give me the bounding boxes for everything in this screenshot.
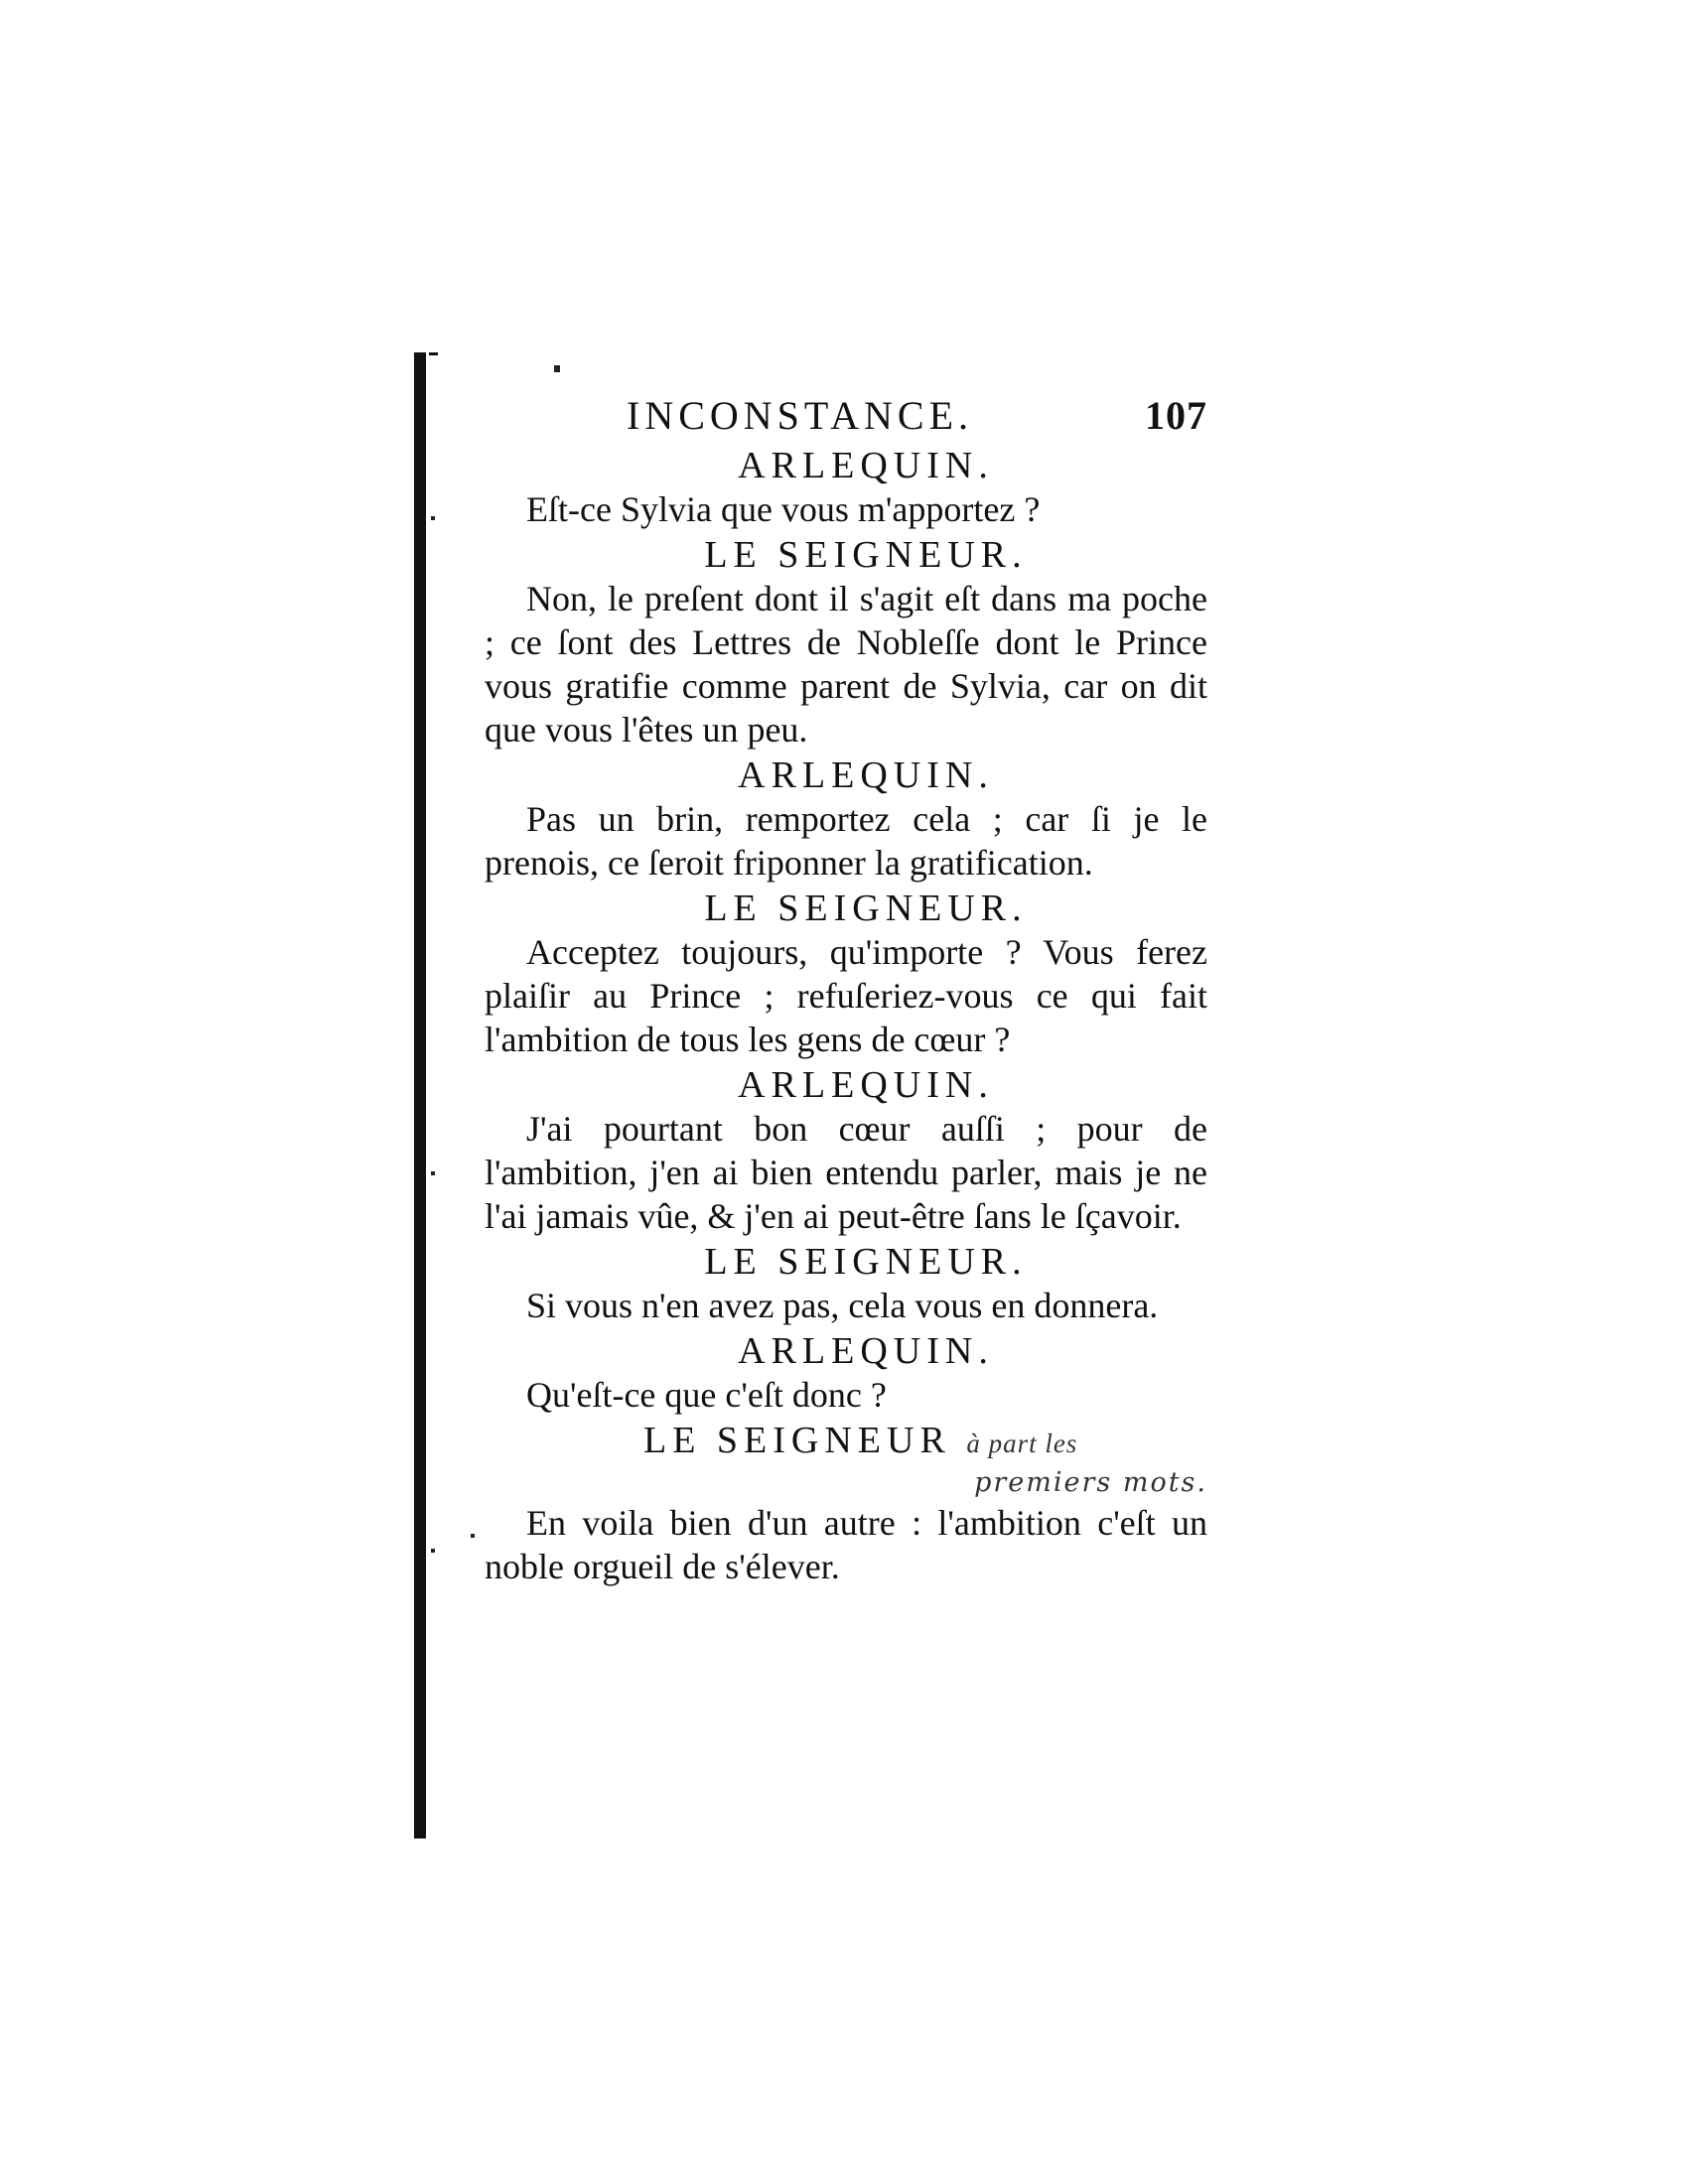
speaker-heading: ARLEQUIN. xyxy=(738,754,994,796)
scan-speck xyxy=(471,1534,475,1538)
speaker-heading-with-direction xyxy=(485,1419,1207,1465)
running-head-title: INCONSTANCE. xyxy=(627,393,974,438)
stage-direction: à part les xyxy=(966,1429,1078,1458)
speech-text: Non, le preſent dont il s'agit eſt dans ma poche ; ce ſont des Lettres de Nobleſſe dont le Prince vous gratifie comme parent de Sylvia, car on dit que vous l'êtes un peu. xyxy=(485,579,1207,750)
running-head xyxy=(485,392,1207,444)
binding-edge-shadow xyxy=(414,352,426,1839)
speaker-heading: LE SEIGNEUR. xyxy=(704,1241,1028,1283)
speech-text: Qu'eſt-ce que c'eſt donc ? xyxy=(526,1375,887,1415)
scan-speck xyxy=(554,365,560,372)
stage-direction-continued: premiers mots. xyxy=(974,1467,1207,1498)
speaker-name: LE SEIGNEUR xyxy=(643,1420,951,1461)
speaker-heading: LE SEIGNEUR. xyxy=(704,887,1028,929)
speech-text: Acceptez toujours, qu'importe ? Vous ferez plaiſir au Prince ; refuſeriez-vous ce qui fait l'ambition de tous les gens de cœur ? xyxy=(485,932,1207,1059)
speech-text: En voila bien d'un autre : l'ambition c'eſt un noble orgueil de s'élever. xyxy=(485,1503,1207,1586)
scan-speck xyxy=(431,516,435,520)
speaker-heading: ARLEQUIN. xyxy=(738,1330,994,1372)
scan-speck xyxy=(431,1171,435,1175)
speaker-heading: ARLEQUIN. xyxy=(738,1064,994,1106)
book-page xyxy=(485,392,1207,1590)
page-number: 107 xyxy=(1145,393,1207,438)
speaker-heading: LE SEIGNEUR. xyxy=(704,534,1028,576)
speech-text: Eſt-ce Sylvia que vous m'apportez ? xyxy=(526,489,1041,529)
speech-text: J'ai pourtant bon cœur auſſi ; pour de l'ambition, j'en ai bien entendu parler, mais je ne l'ai jamais vûe, & j'en ai peut-être ſans le ſçavoir. xyxy=(485,1109,1207,1236)
binding-edge-tick xyxy=(429,352,438,355)
scan-speck xyxy=(431,1549,435,1553)
speaker-heading: ARLEQUIN. xyxy=(738,445,994,486)
speech-text: Si vous n'en avez pas, cela vous en donnera. xyxy=(526,1286,1159,1325)
speech-text: Pas un brin, remportez cela ; car ſi je le prenois, ce ſeroit friponner la gratification. xyxy=(485,799,1207,883)
